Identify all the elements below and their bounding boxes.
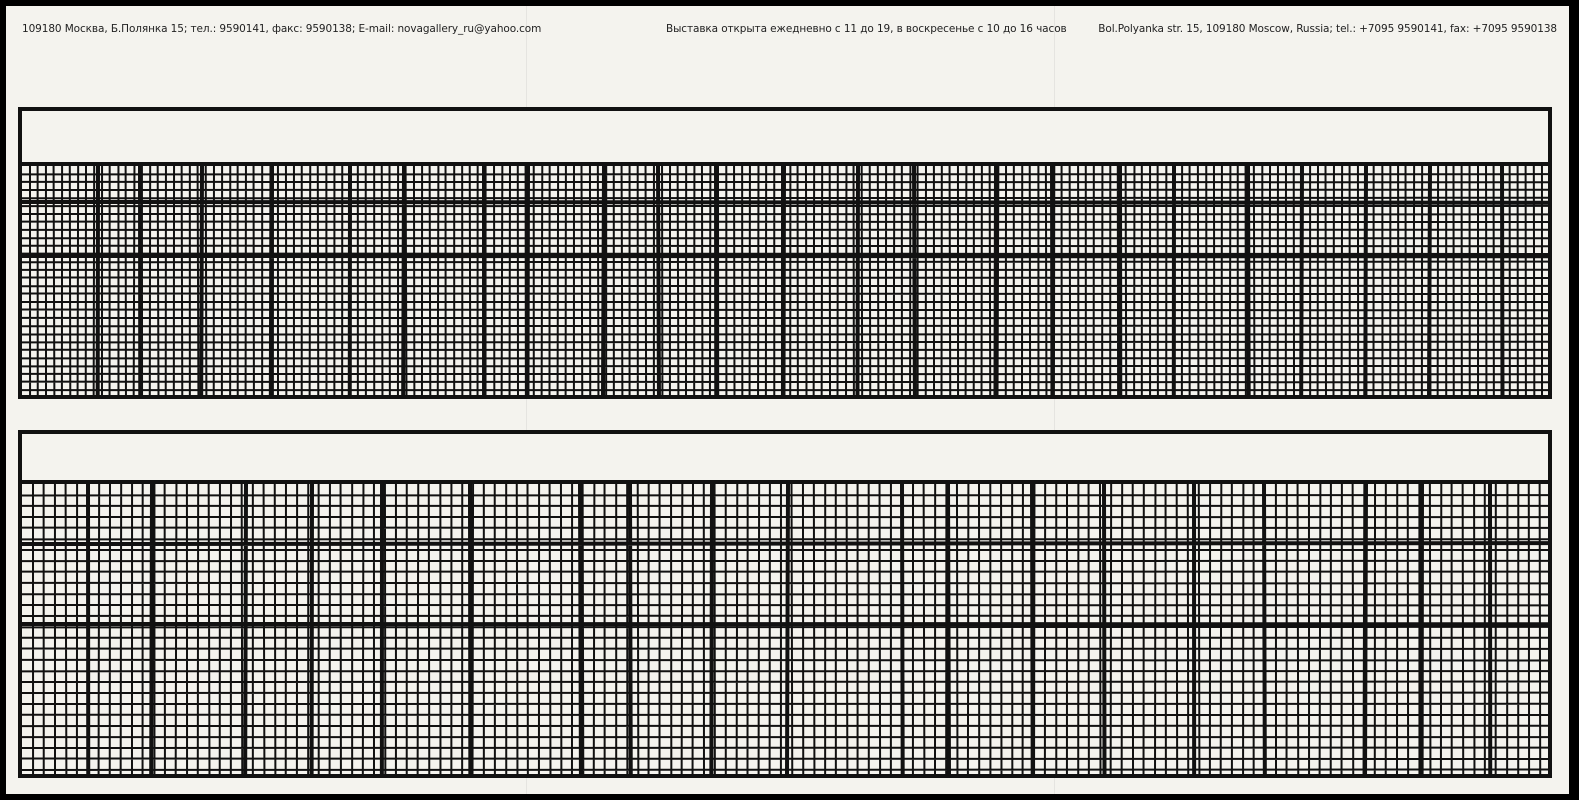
exhibition-card [6,6,1569,794]
gallery-address-en: Bol.Polyanka str. 15, 109180 Moscow, Russia; tel.: +7095 9590141, fax: +7095 9590138 [1098,23,1557,35]
blank-band-top [22,111,1548,166]
mesh-grid-top [22,166,1548,395]
grid-drawing-top [18,107,1552,399]
bold-mesh-lines [22,166,1548,395]
gallery-address-ru: 109180 Москва, Б.Полянка 15; тел.: 9590141, факс: 9590138; E-mail: novagallery_ru@yahoo.com [22,23,542,35]
fine-mesh-lines [22,484,1548,774]
mesh-grid-bottom [22,484,1548,774]
opening-hours-ru: Выставка открыта ежедневно с 11 до 19, в воскресенье с 10 до 16 часов [666,23,1067,35]
blank-band-bottom [22,434,1548,484]
grid-drawing-bottom [18,430,1552,778]
